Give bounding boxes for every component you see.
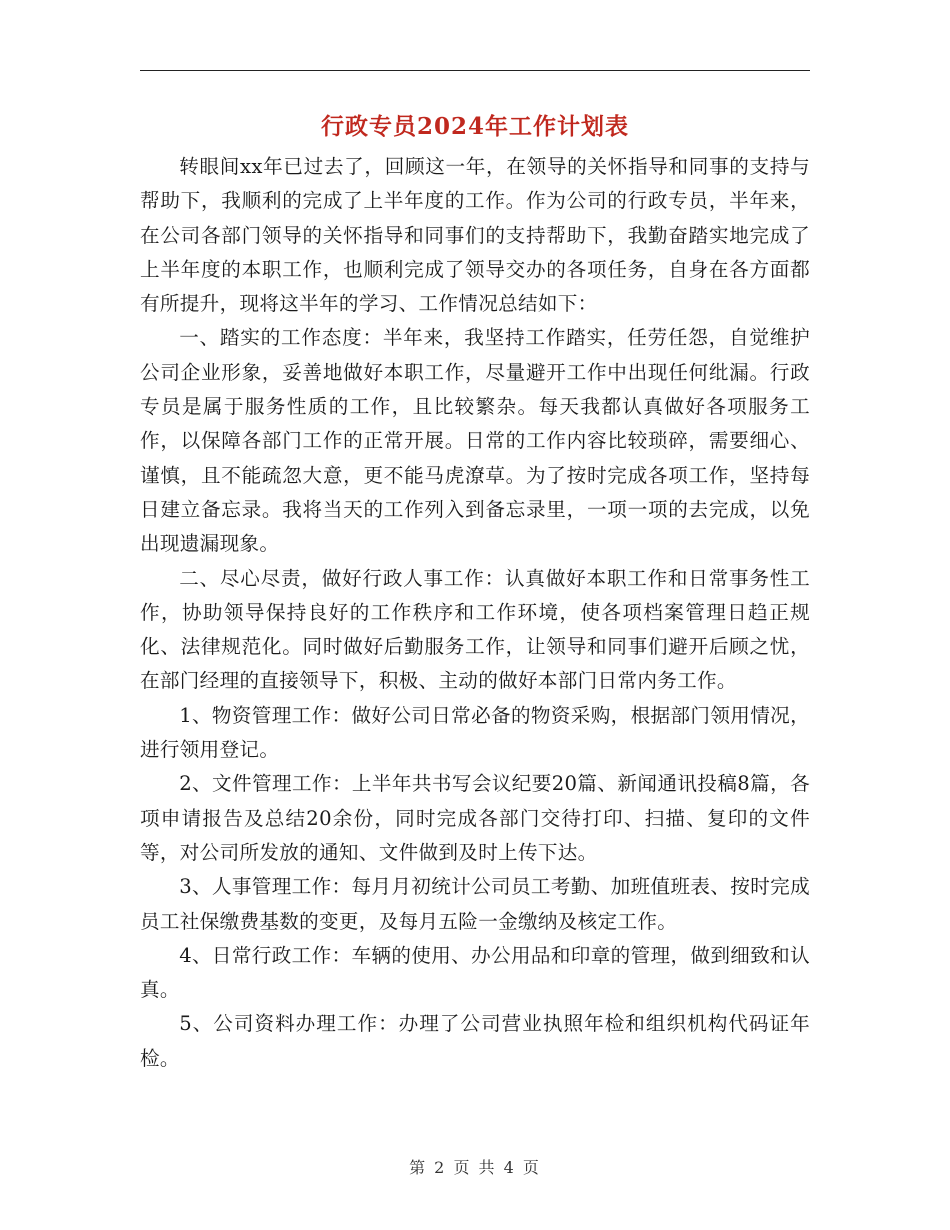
- item-company-records-work: 5、公司资料办理工作：办理了公司营业执照年检和组织机构代码证年检。: [140, 1012, 810, 1070]
- section-admin-hr-work: 二、尽心尽责，做好行政人事工作：认真做好本职工作和日常事务性工作，协助领导保持良好的工作秩序和工作环境，使各项档案管理日趋正规化、法律规范化。同时做好后勤服务工作，让领导和同事们避开后顾之忧，在部门经理的直接领导下，积极、主动的做好本部门日常内务工作。: [140, 566, 810, 693]
- section-work-attitude: 一、踏实的工作态度：半年来，我坚持工作踏实，任劳任怨，自觉维护公司企业形象，妥善地做好本职工作，尽量避开工作中出现任何纰漏。行政专员是属于服务性质的工作，且比较繁杂。每天我都认真做好各项服务工作，以保障各部门工作的正常开展。日常的工作内容比较琐碎，需要细心、谨慎，且不能疏忽大意，更不能马虎潦草。为了按时完成各项工作，坚持每日建立备忘录。我将当天的工作列入到备忘录里，一项一项的去完成，以免出现遗漏现象。: [140, 326, 810, 556]
- item-daily-admin-work: 4、日常行政工作：车辆的使用、办公用品和印章的管理，做到细致和认真。: [140, 943, 810, 1002]
- item-document-management: 2、文件管理工作：上半年共书写会议纪要20篇、新闻通讯投稿8篇，各项申请报告及总结20余份，同时完成各部门交待打印、扫描、复印的文件等，对公司所发放的通知、文件做到及时上传下达。: [140, 772, 810, 864]
- header-rule: [140, 70, 810, 71]
- intro-paragraph: 转眼间xx年已过去了，回顾这一年，在领导的关怀指导和同事的支持与帮助下，我顺利的完成了上半年度的工作。作为公司的行政专员，半年来，在公司各部门领导的关怀指导和同事们的支持帮助下，我勤奋踏实地完成了上半年度的本职工作，也顺利完成了领导交办的各项任务，自身在各方面都有所提升，现将这半年的学习、工作情况总结如下：: [140, 155, 810, 316]
- page-number-footer: 第 2 页 共 4 页: [409, 1158, 541, 1177]
- document-body: [140, 150, 810, 1076]
- item-materials-management: 1、物资管理工作：做好公司日常必备的物资采购，根据部门领用情况，进行领用登记。: [140, 703, 810, 762]
- document-title: 行政专员2024年工作计划表: [320, 113, 629, 140]
- item-personnel-management: 3、人事管理工作：每月月初统计公司员工考勤、加班值班表、按时完成员工社保缴费基数的变更，及每月五险一金缴纳及核定工作。: [140, 875, 810, 933]
